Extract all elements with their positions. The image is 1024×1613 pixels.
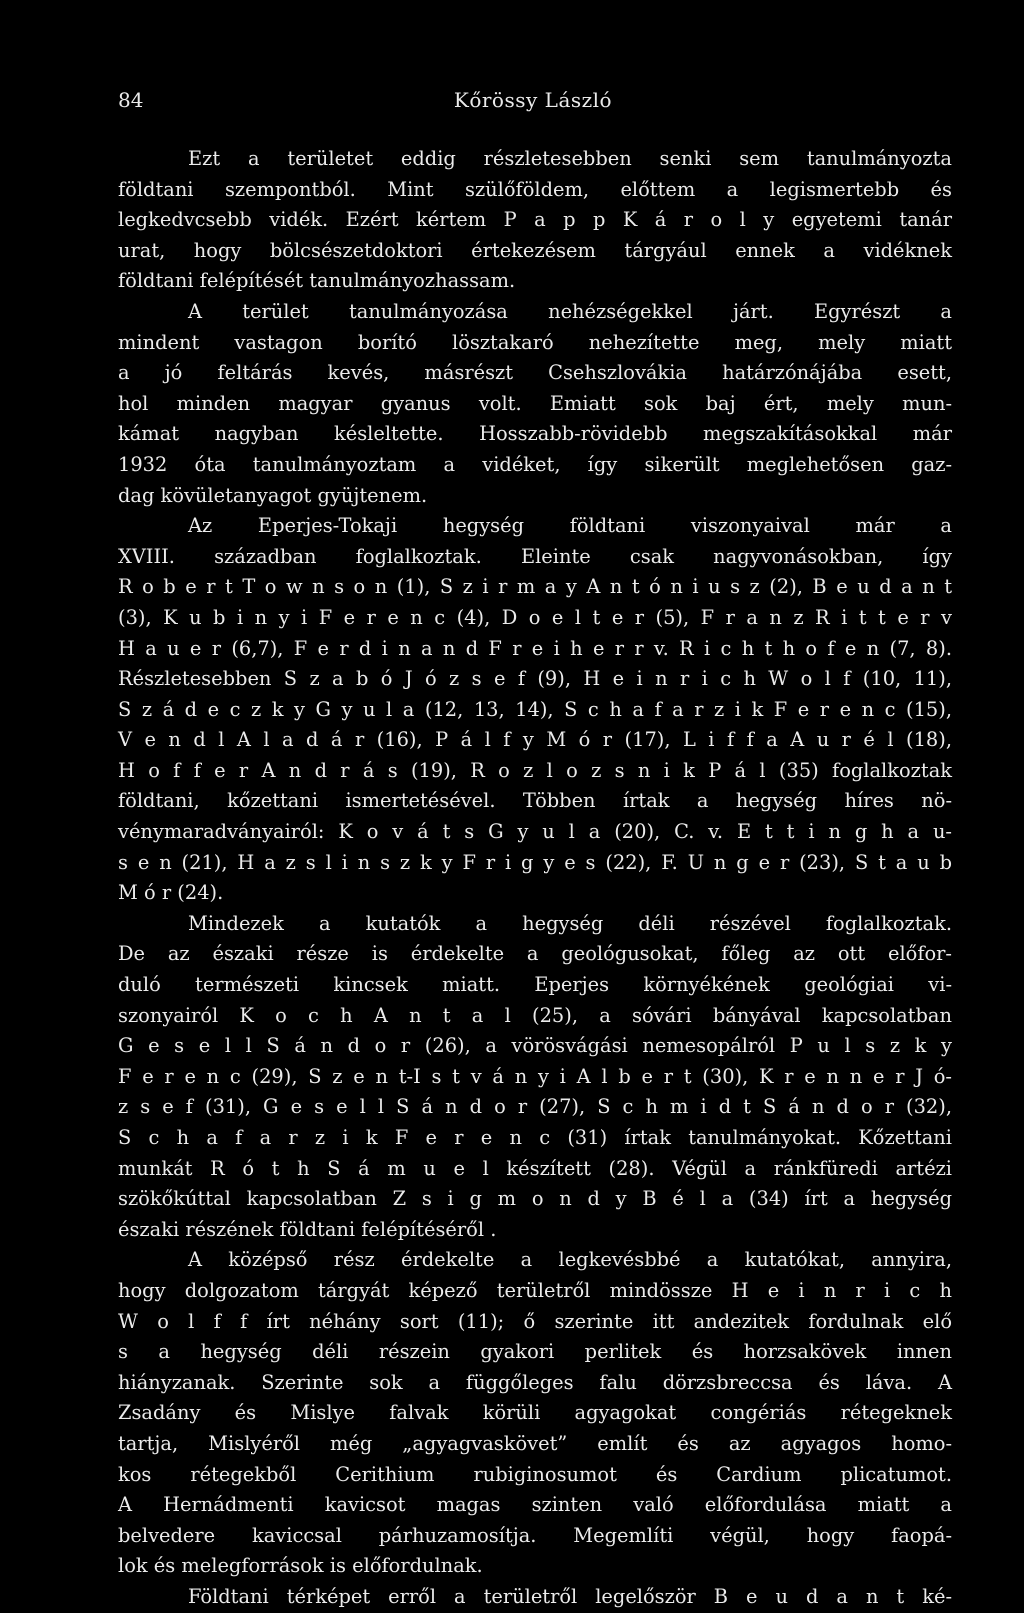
text-line: lok és melegforrások is előfordulnak. [118,1554,483,1578]
text-line: Mindezek a kutatók a hegység déli részével foglalkoztak. [188,911,952,935]
text-line: G e s e l l S á n d o r (26), a vörösvágási nemesopálról P u l s z k y [118,1034,952,1058]
text-line: tartja, Mislyéről még „agyagvaskövet” említ és az agyagos homo- [118,1431,952,1455]
text-line: A terület tanulmányozása nehézségekkel járt. Egyrészt a [188,299,952,323]
text-line: munkát R ó t h S á m u e l készített (28). Végül a ránkfüredi artézi [118,1156,952,1180]
text-line: (3), K u b i n y i F e r e n c (4), D o e l t e r (5), F r a n z R i t t e r v [118,605,952,629]
text-line: a jó feltárás kevés, másrészt Csehszlovákia határzónájába esett, [118,361,952,385]
page-header [118,88,948,114]
text-line: s a hegység déli részein gyakori perlitek és horzsakövek innen [118,1340,952,1364]
text-line: északi részének földtani felépítéséről . [118,1217,497,1241]
text-line: R o b e r t T o w n s o n (1), S z i r m a y A n t ó n i u s z (2), B e u d a n t [118,575,952,599]
text-line: földtani, kőzettani ismertetésével. Többen írtak a hegység híres nö- [118,789,952,813]
text-line: Ezt a területet eddig részletesebben senki sem tanulmányozta [188,147,952,170]
text-line: vénymaradványairól: K o v á t s G y u l a (20), C. v. E t t i n g h a u- [118,820,952,844]
text-line: hiányzanak. Szerinte sok a függőleges falu dörzsbreccsa és láva. A [118,1370,952,1394]
text-line: Részletesebben S z a b ó J ó z s e f (9), H e i n r i c h W o l f (10, 11), [118,667,952,691]
text-line: mindent vastagon borító lösztakaró nehezítette meg, mely miatt [118,330,952,354]
text-line: M ó r (24). [118,881,224,905]
text-line: XVIII. században foglalkoztak. Eleinte csak nagyvonásokban, így [118,544,952,568]
text-line: szökőkúttal kapcsolatban Z s i g m o n d y B é l a (34) írt a hegység [118,1187,952,1211]
text-line: S c h a f a r z i k F e r e n c (31) írtak tanulmányokat. Kőzettani [118,1126,952,1149]
text-line: z s e f (31), G e s e l l S á n d o r (27), S c h m i d t S á n d o r (32), [118,1095,952,1119]
running-head: Kőrössy László [453,88,613,112]
text-line: De az északi része is érdekelte a geológusokat, főleg az ott előfor- [118,942,952,966]
text-line: F e r e n c (29), S z e n t-I s t v á n y i A l b e r t (30), K r e n n e r J ó- [118,1064,952,1088]
page-number: 84 [118,88,144,112]
text-line: s e n (21), H a z s l i n s z k y F r i g y e s (22), F. U n g e r (23), S t a u b [118,850,952,874]
text-line: kámat nagyban késleltette. Hosszabb-rövidebb megszakításokkal már [118,422,952,446]
text-line: H o f f e r A n d r á s (19), R o z l o z s n i k P á l (35) foglalkoztak [118,758,952,782]
text-line: Zsadány és Mislye falvak körüli agyagokat congériás rétegeknek [118,1401,952,1425]
text-line: A Hernádmenti kavicsot magas szinten való előfordulása miatt a [118,1493,952,1517]
text-line: 1932 óta tanulmányoztam a vidéket, így sikerült meglehetősen gaz- [118,452,952,476]
text-line: V e n d l A l a d á r (16), P á l f y M ó r (17), L i f f a A u r é l (18), [118,728,952,752]
text-line: kos rétegekből Cerithium rubiginosumot és Cardium plicatumot. [118,1462,952,1486]
text-line: szonyairól K o c h A n t a l (25), a sóvári bányával kapcsolatban [118,1003,952,1027]
text-line: hol minden magyar gyanus volt. Emiatt sok baj ért, mely mun- [118,391,952,415]
text-line: dag kövületanyagot gyüjtenem. [118,483,428,507]
text-line: S z á d e c z k y G y u l a (12, 13, 14), S c h a f a r z i k F e r e n c (15), [118,697,952,721]
text-line: Az Eperjes-Tokaji hegység földtani viszonyaival már a [188,514,952,538]
text-line: H a u e r (6,7), F e r d i n a n d F r e i h e r r v. R i c h t h o f e n (7, 8). [118,636,952,660]
text-line: Földtani térképet erről a területről legelőször B e u d a n t ké- [188,1584,952,1608]
text-line: urat, hogy bölcsészetdoktori értekezésem tárgyául ennek a vidéknek [118,238,952,262]
body-text [118,144,952,1613]
text-line: duló természeti kincsek miatt. Eperjes környékének geológiai vi- [118,973,952,997]
text-line: földtani felépítését tanulmányozhassam. [118,269,516,293]
text-line: W o l f f írt néhány sort (11); ő szerinte itt andezitek fordulnak elő [118,1309,952,1333]
text-line: földtani szempontból. Mint szülőföldem, előttem a legismertebb és [118,177,952,201]
text-line: hogy dolgozatom tárgyát képező területről mindössze H e i n r i c h [118,1278,952,1302]
text-line: legkedvcsebb vidék. Ezért kértem P a p p K á r o l y egyetemi tanár [118,208,952,232]
text-line: belvedere kaviccsal párhuzamosítja. Megemlíti végül, hogy faopá- [118,1523,952,1547]
text-line: A középső rész érdekelte a legkevésbbé a kutatókat, annyira, [188,1248,952,1272]
